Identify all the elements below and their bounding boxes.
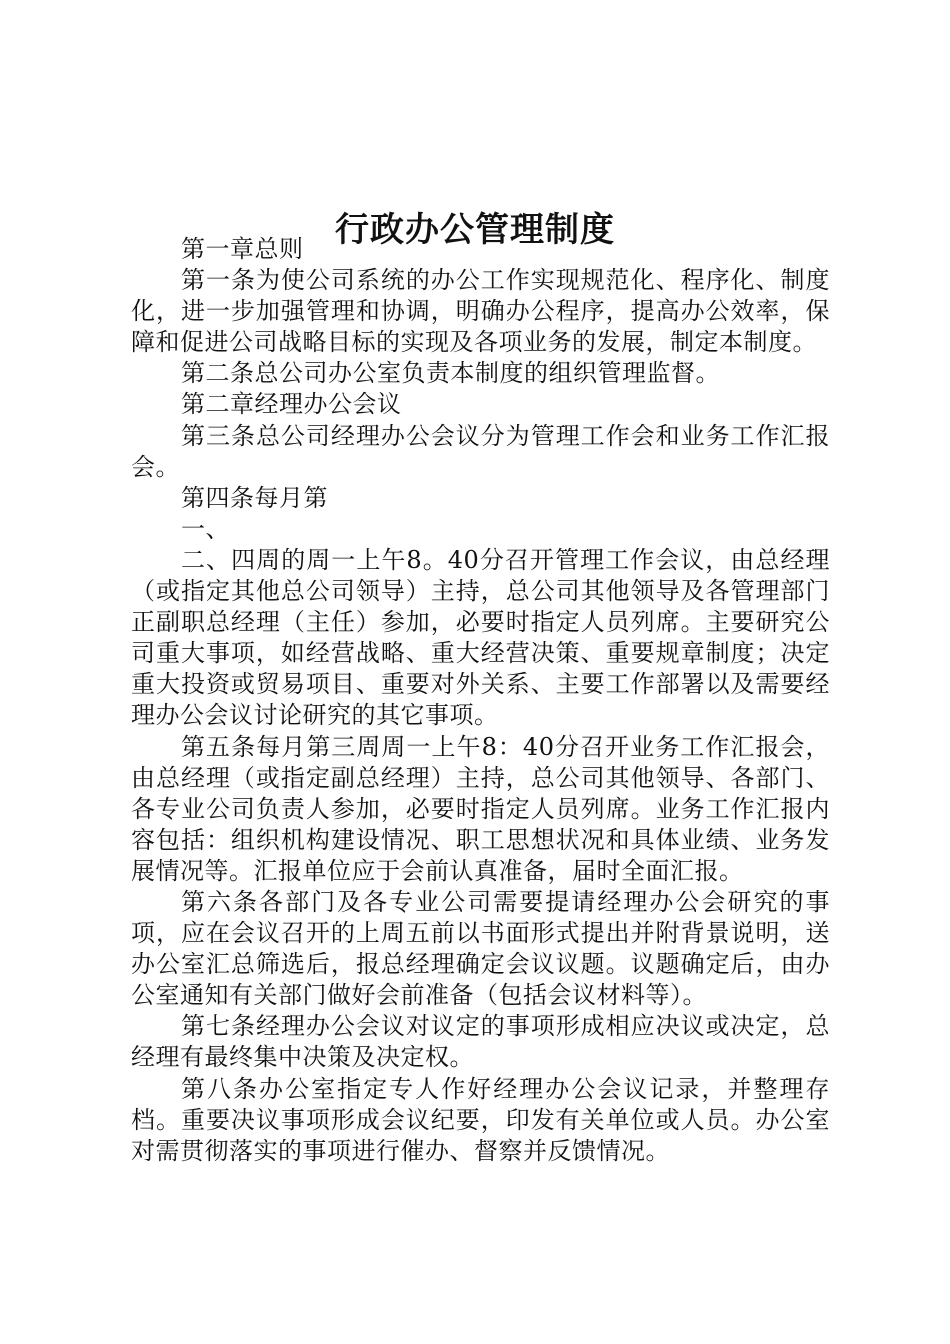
document-title: 行政办公管理制度 bbox=[335, 209, 615, 250]
article-4-item-1: 一、 bbox=[181, 514, 230, 543]
article-8: 第八条办公室指定专人作好经理办公会议记录，并整理存档。重要决议事项形成会议纪要，印发有关单位或人员。办公室对需贯彻落实的事项进行催办、督察并反馈情况。 bbox=[131, 1074, 830, 1165]
chapter-heading-2: 第二章经理办公会议 bbox=[181, 390, 402, 419]
article-4-heading: 第四条每月第 bbox=[181, 483, 328, 512]
article-2: 第二条总公司办公室负责本制度的组织管理监督。 bbox=[181, 359, 720, 388]
chapter-heading-1: 第一章总则 bbox=[181, 235, 304, 263]
article-7: 第七条经理办公会议对议定的事项形成相应决议或决定，总经理有最终集中决策及决定权。 bbox=[131, 1012, 830, 1072]
article-3: 第三条总公司经理办公会议分为管理工作会和业务工作汇报会。 bbox=[131, 421, 830, 481]
article-5: 第五条每月第三周周一上午8：40分召开业务工作汇报会，由总经理（或指定副总经理）主持，总公司其他领导、各部门、各专业公司负责人参加，必要时指定人员列席。业务工作汇报内容包括：组织机构建设情况、职工思想状况和具体业绩、业务发展情况等。汇报单位应于会前认真准备，届时全面汇报。 bbox=[131, 732, 830, 885]
article-1: 第一条为使公司系统的办公工作实现规范化、程序化、制度化，进一步加强管理和协调，明确办公程序，提高办公效率，保障和促进公司战略目标的实现及各项业务的发展，制定本制度。 bbox=[131, 266, 830, 357]
article-6: 第六条各部门及各专业公司需要提请经理办公会研究的事项，应在会议召开的上周五前以书面形式提出并附背景说明，送办公室汇总筛选后，报总经理确定会议议题。议题确定后，由办公室通知有关部门做好会前准备（包括会议材料等）。 bbox=[131, 887, 830, 1010]
article-4-item-2: 二、四周的周一上午8。40分召开管理工作会议，由总经理（或指定其他总公司领导）主持，总公司其他领导及各管理部门正副职总经理（主任）参加，必要时指定人员列席。主要研究公司重大事项，如经营战略、重大经营决策、重要规章制度；决定重大投资或贸易项目、重要对外关系、主要工作部署以及需要经理办公会议讨论研究的其它事项。 bbox=[131, 545, 830, 730]
document-body bbox=[131, 234, 830, 1167]
